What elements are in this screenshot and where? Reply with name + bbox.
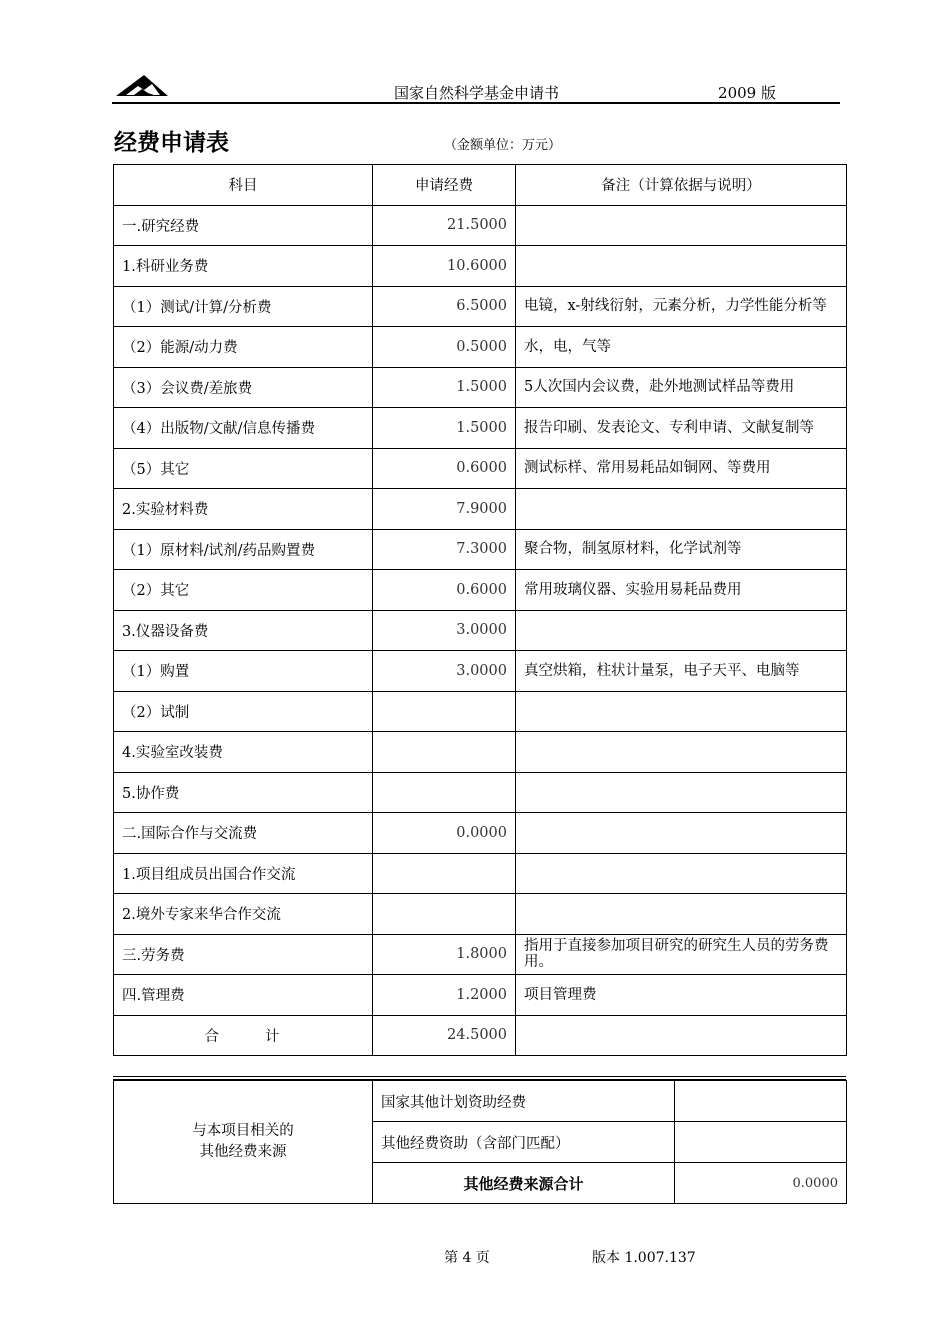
row-note [516,772,847,813]
other-source-label: 其他经费资助（含部门匹配） [373,1122,675,1163]
other-sources-table [113,1080,847,1204]
other-source-label: 国家其他计划资助经费 [373,1081,675,1122]
table-row [114,732,847,773]
row-amount [373,691,516,732]
other-sources-label-line1: 与本项目相关的 [192,1123,294,1139]
row-note [516,732,847,773]
table-row [114,772,847,813]
table-row [114,205,847,246]
row-amount: 10.6000 [373,246,516,287]
table-row [114,934,847,975]
total-label [114,1015,373,1056]
row-note: 指用于直接参加项目研究的研究生人员的劳务费用。 [516,934,847,975]
row-item: 二.国际合作与交流费 [114,813,373,854]
row-item: （2）能源/动力费 [114,327,373,368]
row-item: （1）测试/计算/分析费 [114,286,373,327]
row-item: （4）出版物/文献/信息传播费 [114,408,373,449]
row-note [516,691,847,732]
row-note: 真空烘箱，柱状计量泵，电子天平、电脑等 [516,651,847,692]
row-item: 1.项目组成员出国合作交流 [114,853,373,894]
row-item: （5）其它 [114,448,373,489]
row-item: （1）购置 [114,651,373,692]
row-item: 1.科研业务费 [114,246,373,287]
table-row [114,813,847,854]
other-sources-label-line2: 其他经费来源 [199,1144,287,1160]
table-row [114,489,847,530]
unit-note: （金额单位：万元） [444,138,562,153]
row-note [516,610,847,651]
row-amount: 0.0000 [373,813,516,854]
row-note [516,246,847,287]
table-row [114,691,847,732]
total-label-a: 合 [204,1028,221,1045]
row-item: （2）其它 [114,570,373,611]
column-header-note: 备注（计算依据与说明） [516,165,847,206]
form-title: 经费申请表 [114,130,229,156]
total-row [114,1015,847,1056]
row-item: （3）会议费/差旅费 [114,367,373,408]
total-note [516,1015,847,1056]
row-amount [373,853,516,894]
row-note [516,813,847,854]
row-amount: 7.9000 [373,489,516,530]
table-row [114,651,847,692]
row-note [516,853,847,894]
row-item: （1）原材料/试剂/药品购置费 [114,529,373,570]
budget-table [113,164,847,1056]
table-row [114,408,847,449]
other-source-amount [675,1122,847,1163]
table-header-row [114,165,847,206]
table-row [114,853,847,894]
row-amount: 7.3000 [373,529,516,570]
row-amount: 3.0000 [373,651,516,692]
other-sources-sum-label: 其他经费来源合计 [373,1163,675,1204]
other-source-amount [675,1081,847,1122]
row-item: （2）试制 [114,691,373,732]
row-note [516,205,847,246]
table-row [114,327,847,368]
row-item: 四.管理费 [114,975,373,1016]
row-note [516,489,847,530]
row-note: 项目管理费 [516,975,847,1016]
row-note: 报告印刷、发表论文、专利申请、文献复制等 [516,408,847,449]
other-sources-sum-amount: 0.0000 [675,1163,847,1204]
other-sources-label [114,1081,373,1204]
row-amount [373,772,516,813]
header-title: 国家自然科学基金申请书 [394,84,560,102]
page-header [112,70,840,104]
row-note: 5人次国内会议费，赴外地测试样品等费用 [516,367,847,408]
row-item: 三.劳务费 [114,934,373,975]
row-note: 电镜，x-射线衍射，元素分析，力学性能分析等 [516,286,847,327]
row-item: 2.境外专家来华合作交流 [114,894,373,935]
row-amount: 0.6000 [373,570,516,611]
table-row [114,975,847,1016]
row-amount: 21.5000 [373,205,516,246]
row-item: 5.协作费 [114,772,373,813]
row-amount: 0.5000 [373,327,516,368]
row-item: 2.实验材料费 [114,489,373,530]
table-row [114,246,847,287]
header-divider [112,102,840,104]
row-amount: 3.0000 [373,610,516,651]
header-version: 2009 版 [718,84,776,102]
footer-version: 版本 1.007.137 [592,1250,696,1266]
table-row [114,570,847,611]
row-note: 测试标样、常用易耗品如铜网、等费用 [516,448,847,489]
row-amount: 1.5000 [373,367,516,408]
footer-page-number: 第 4 页 [444,1250,490,1266]
column-header-amount: 申请经费 [373,165,516,206]
table-row [114,448,847,489]
total-label-b: 计 [265,1028,282,1045]
row-amount: 6.5000 [373,286,516,327]
nsfc-logo-icon [114,72,170,100]
total-amount: 24.5000 [373,1015,516,1056]
table-row [114,367,847,408]
other-source-row [114,1081,847,1122]
row-item: 4.实验室改装费 [114,732,373,773]
table-row [114,529,847,570]
row-note [516,894,847,935]
row-amount: 0.6000 [373,448,516,489]
row-amount: 1.5000 [373,408,516,449]
row-note: 常用玻璃仪器、实验用易耗品费用 [516,570,847,611]
row-amount [373,732,516,773]
table-row [114,610,847,651]
row-amount: 1.8000 [373,934,516,975]
column-header-item: 科目 [114,165,373,206]
row-item: 一.研究经费 [114,205,373,246]
row-amount: 1.2000 [373,975,516,1016]
row-note: 聚合物，制氢原材料，化学试剂等 [516,529,847,570]
row-item: 3.仪器设备费 [114,610,373,651]
table-row [114,894,847,935]
row-note: 水，电，气等 [516,327,847,368]
row-amount [373,894,516,935]
table-row [114,286,847,327]
